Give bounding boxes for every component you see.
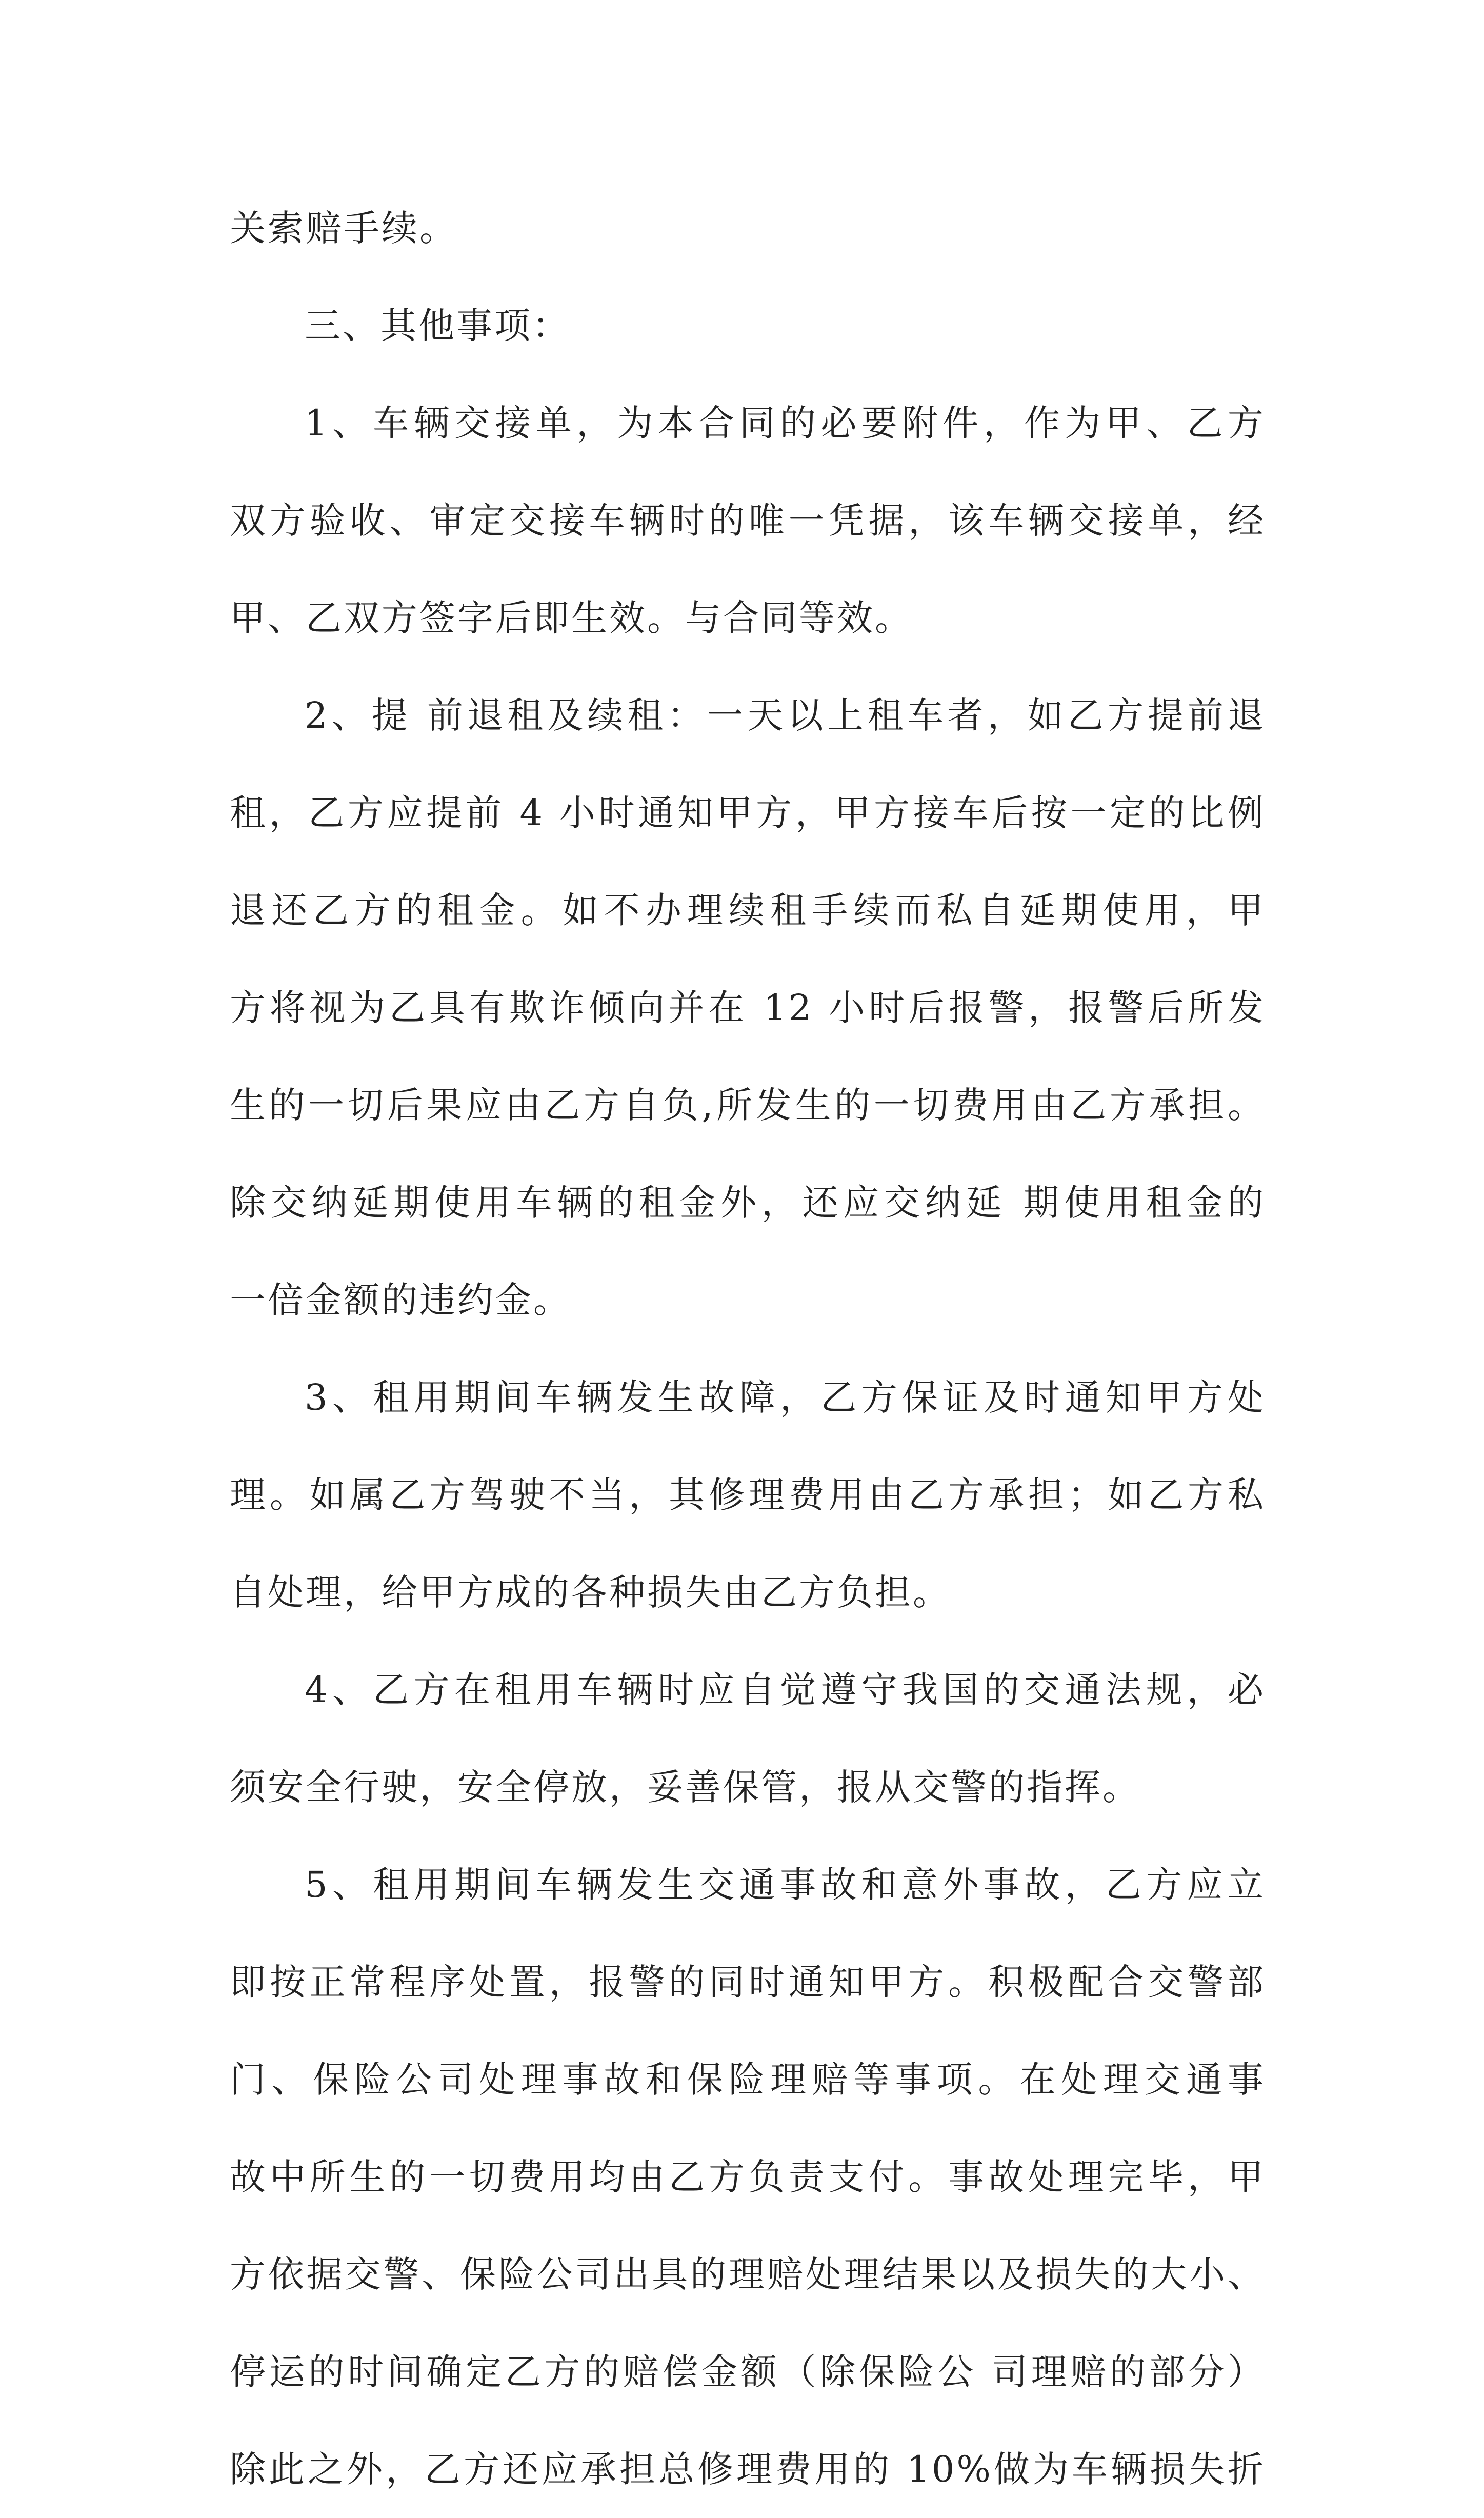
text-line: 退还乙方的租金。如不办理续租手续而私自延期使用，甲 (230, 889, 1266, 931)
text-line: 3、租用期间车辆发生故障，乙方保证及时通知甲方处 (305, 1376, 1266, 1418)
text-line: 除交纳延期使用车辆的租金外，还应交纳延 期使用租金的 (230, 1182, 1266, 1224)
text-line: 即按正常程序处置，报警的同时通知甲方。积极配合交警部 (230, 1961, 1266, 2003)
text-line: 故中所生的一切费用均由乙方负责支付。事故处理完毕，甲 (230, 2156, 1266, 2198)
text-line: 关索赔手续。 (230, 207, 457, 249)
text-line: 甲、乙双方签字后即生效。与合同等效。 (230, 597, 913, 639)
text-line: 停运的时间确定乙方的赔偿金额（除保险公 司理赔的部分） (230, 2351, 1266, 2393)
section-heading: 三、其他事项： (305, 305, 570, 347)
text-line: 双方验收、审定交接车辆时的唯一凭据，该车辆交接单，经 (230, 499, 1266, 542)
text-line: 须安全行驶，安全停放，妥善保管，报从交警的指挥。 (230, 1766, 1140, 1808)
text-line: 除此之外，乙方还应承担总修理费用的 10%做为车辆损失折 (230, 2448, 1266, 2490)
text-line: 5、租用期间车辆发生交通事故和意外事故，乙方应立 (305, 1864, 1266, 1906)
text-line: 生的一切后果应由乙方自负,所发生的一切费用由乙方承担。 (230, 1084, 1266, 1126)
text-line: 理。如属乙方驾驶不当，其修理费用由乙方承担；如乙方私 (230, 1474, 1266, 1516)
text-line: 4、乙方在租用车辆时应自觉遵守我国的交通法规，必 (305, 1669, 1266, 1711)
text-line: 自处理，给甲方成的各种损失由乙方负担。 (230, 1571, 951, 1613)
text-line: 1、车辆交接单，为本合同的必要附件，作为甲、乙方 (305, 402, 1266, 444)
text-line: 方依据交警、保险公司出具的理赔处理结果以及损失的大小、 (230, 2253, 1266, 2295)
text-line: 租，乙方应提前 4 小时通知甲方，甲方接车后按一定的比例 (230, 792, 1266, 834)
document-body (230, 179, 1266, 2518)
text-line: 方将视为乙具有欺诈倾向并在 12 小时后报警，报警后所发 (230, 987, 1266, 1029)
text-line: 门、保险公司处理事故和保险理赔等事项。在处理交通事 (230, 2059, 1266, 2101)
text-line: 2、提 前退租及续租：一天以上租车者，如乙方提前退 (305, 694, 1266, 736)
text-line: 一倍金额的违约金。 (230, 1279, 571, 1321)
